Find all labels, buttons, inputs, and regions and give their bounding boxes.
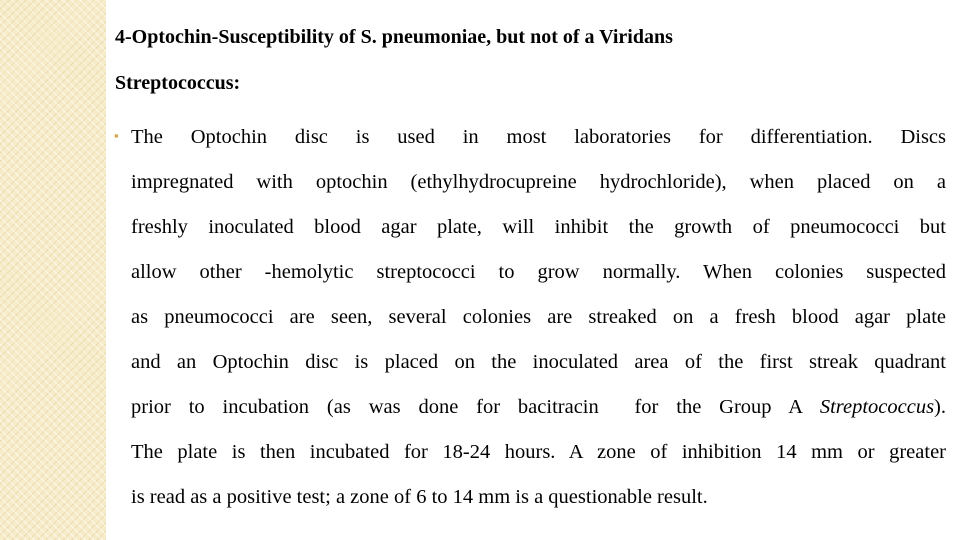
bullet-icon: ▪ — [114, 128, 119, 143]
title-line-2: Streptococcus: — [115, 72, 241, 94]
paragraph-line-7 — [131, 385, 946, 430]
paragraph-line-7-end: ). — [934, 396, 946, 418]
paragraph-line-4: allow other -hemolytic streptococci to grow normally. When colonies suspected — [131, 261, 946, 283]
decorative-side-band — [0, 0, 106, 540]
paragraph-line-2: impregnated with optochin (ethylhydrocupreine hydrochloride), when placed on a — [131, 171, 946, 193]
paragraph-line-1: The Optochin disc is used in most laboratories for differentiation. Discs — [131, 126, 946, 148]
italic-genus-name: Streptococcus — [819, 396, 935, 418]
slide-title — [115, 14, 945, 106]
paragraph-line-6: and an Optochin disc is placed on the inoculated area of the first streak quadrant — [131, 351, 946, 373]
paragraph-line-3: freshly inoculated blood agar plate, will inhibit the growth of pneumococci but — [131, 216, 946, 238]
paragraph-line-5: as pneumococci are seen, several colonies are streaked on a fresh blood agar plate — [131, 306, 946, 328]
paragraph-line-8: The plate is then incubated for 18-24 hours. A zone of inhibition 14 mm or greater — [131, 441, 946, 463]
paragraph-line-7-text: prior to incubation (as was done for bacitracin for the Group A — [131, 396, 820, 418]
bullet-paragraph — [131, 115, 946, 520]
paragraph-line-9: is read as a positive test; a zone of 6 to 14 mm is a questionable result. — [131, 486, 708, 508]
title-line-1: 4-Optochin-Susceptibility of S. pneumoniae, but not of a Viridans — [115, 26, 673, 48]
